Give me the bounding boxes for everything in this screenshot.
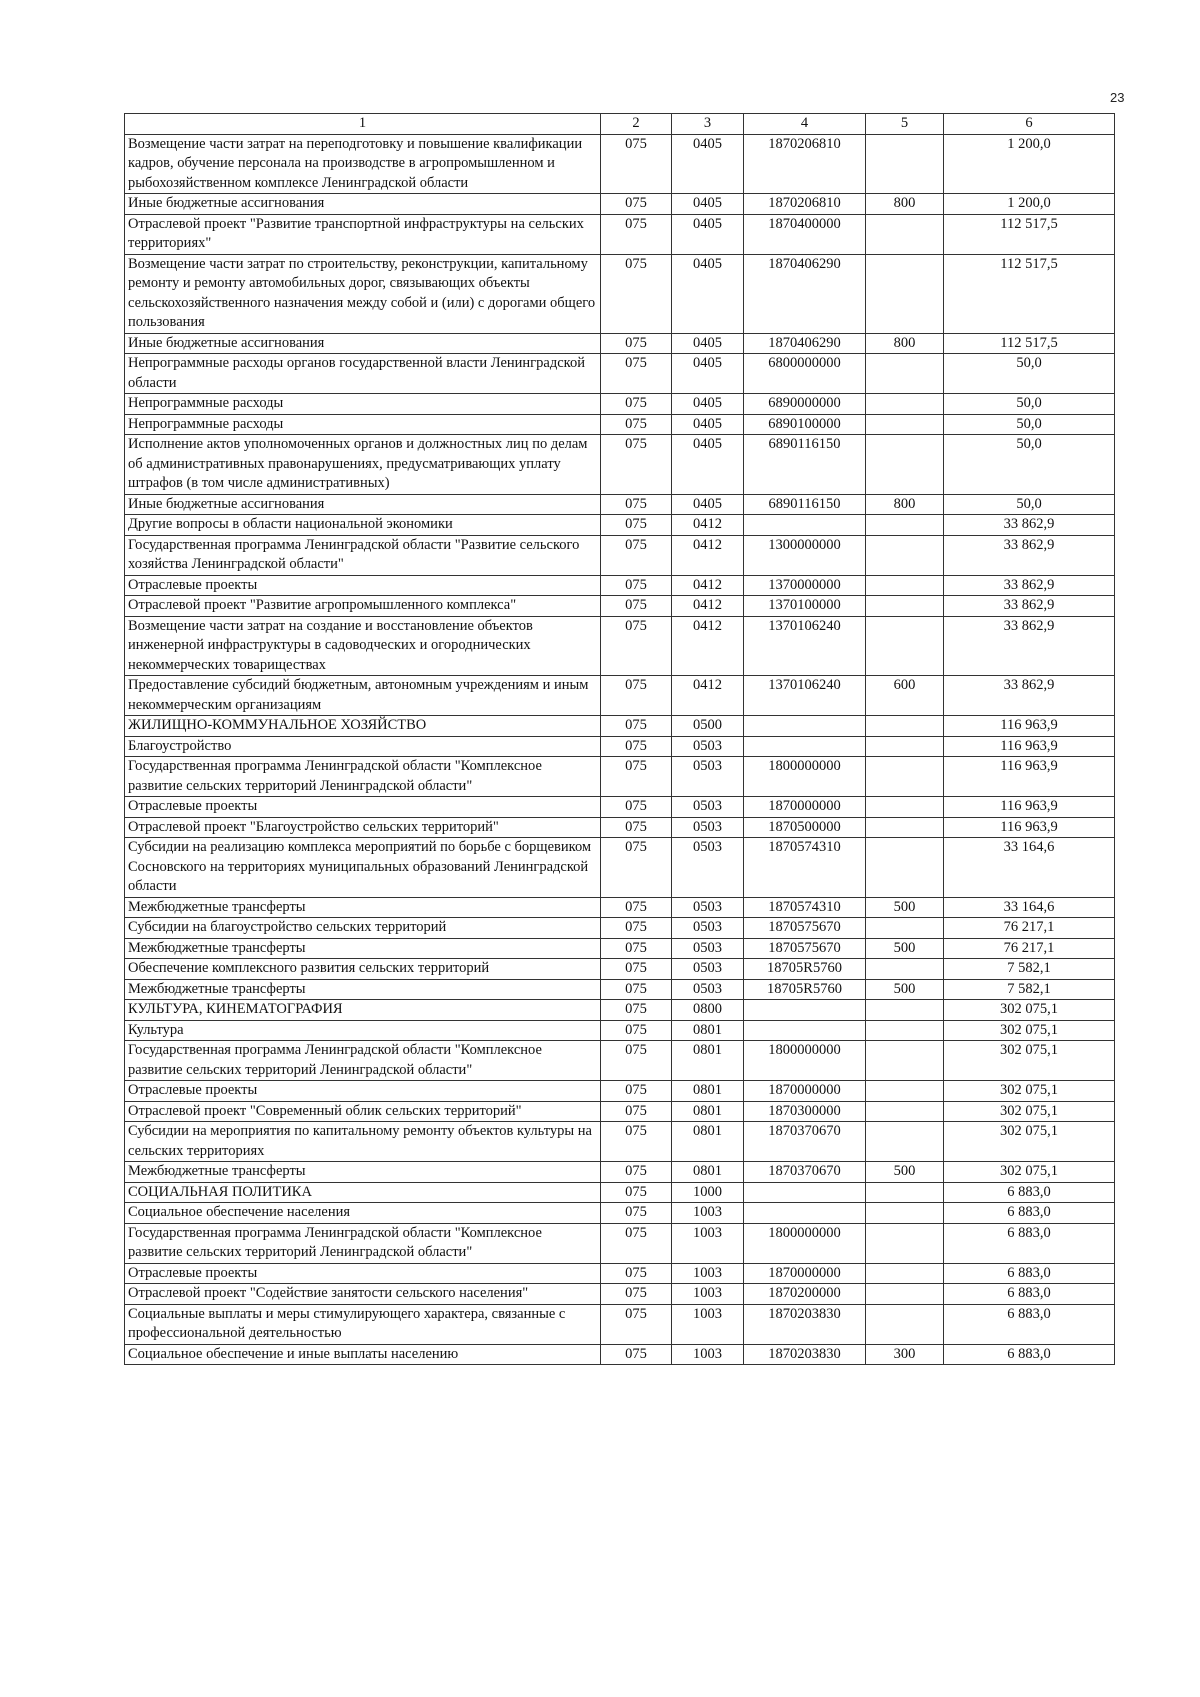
- row-amount: 6 883,0: [944, 1223, 1115, 1263]
- row-admin-code: 075: [601, 333, 672, 354]
- row-target-code: [744, 1000, 866, 1021]
- row-expense-type: 800: [866, 194, 944, 215]
- row-admin-code: 075: [601, 1162, 672, 1183]
- row-target-code: 1870370670: [744, 1122, 866, 1162]
- row-amount: 33 862,9: [944, 515, 1115, 536]
- row-target-code: 1870000000: [744, 1081, 866, 1102]
- row-section-code: 0405: [672, 214, 744, 254]
- table-row: [125, 1263, 1115, 1284]
- row-amount: 302 075,1: [944, 1020, 1115, 1041]
- table-row: [125, 333, 1115, 354]
- row-section-code: 0405: [672, 194, 744, 215]
- row-expense-type: 800: [866, 494, 944, 515]
- row-expense-type: [866, 1284, 944, 1305]
- header-col-2: 2: [601, 114, 672, 135]
- row-target-code: 1870574310: [744, 838, 866, 898]
- row-admin-code: 075: [601, 134, 672, 194]
- row-name: Отраслевой проект "Развитие агропромышленного комплекса": [125, 596, 601, 617]
- row-admin-code: 075: [601, 817, 672, 838]
- table-row: [125, 1101, 1115, 1122]
- row-section-code: 0503: [672, 838, 744, 898]
- row-expense-type: [866, 797, 944, 818]
- row-admin-code: 075: [601, 1284, 672, 1305]
- row-section-code: 0503: [672, 938, 744, 959]
- row-admin-code: 075: [601, 435, 672, 495]
- row-amount: 1 200,0: [944, 134, 1115, 194]
- row-target-code: 1870203830: [744, 1304, 866, 1344]
- row-name: Другие вопросы в области национальной экономики: [125, 515, 601, 536]
- row-section-code: 0503: [672, 959, 744, 980]
- row-expense-type: [866, 1081, 944, 1102]
- row-admin-code: 075: [601, 1101, 672, 1122]
- table-row: [125, 414, 1115, 435]
- row-target-code: 1370100000: [744, 596, 866, 617]
- header-col-4: 4: [744, 114, 866, 135]
- row-section-code: 0405: [672, 134, 744, 194]
- table-row: [125, 959, 1115, 980]
- row-name: Государственная программа Ленинградской области "Комплексное развитие сельских территорий Ленинградской области": [125, 1041, 601, 1081]
- row-name: Государственная программа Ленинградской области "Комплексное развитие сельских территорий Ленинградской области": [125, 1223, 601, 1263]
- row-target-code: 1870206810: [744, 194, 866, 215]
- row-expense-type: [866, 1304, 944, 1344]
- row-expense-type: [866, 716, 944, 737]
- row-section-code: 0405: [672, 354, 744, 394]
- row-expense-type: 500: [866, 938, 944, 959]
- row-amount: 116 963,9: [944, 797, 1115, 818]
- row-expense-type: [866, 535, 944, 575]
- row-admin-code: 075: [601, 575, 672, 596]
- row-expense-type: [866, 1000, 944, 1021]
- row-amount: 33 164,6: [944, 897, 1115, 918]
- row-admin-code: 075: [601, 616, 672, 676]
- row-section-code: 0801: [672, 1081, 744, 1102]
- row-name: Государственная программа Ленинградской области "Развитие сельского хозяйства Ленинградской области": [125, 535, 601, 575]
- row-name: Отраслевые проекты: [125, 575, 601, 596]
- row-amount: 6 883,0: [944, 1284, 1115, 1305]
- row-admin-code: 075: [601, 757, 672, 797]
- table-row: [125, 897, 1115, 918]
- row-target-code: 1870406290: [744, 254, 866, 333]
- table-row: [125, 354, 1115, 394]
- row-amount: 33 862,9: [944, 596, 1115, 617]
- table-row: [125, 394, 1115, 415]
- row-expense-type: 500: [866, 979, 944, 1000]
- row-section-code: 0412: [672, 676, 744, 716]
- row-target-code: 18705R5760: [744, 959, 866, 980]
- table-body: [125, 134, 1115, 1365]
- row-name: Отраслевые проекты: [125, 797, 601, 818]
- row-amount: 50,0: [944, 435, 1115, 495]
- table-row: [125, 1284, 1115, 1305]
- row-expense-type: [866, 515, 944, 536]
- table-row: [125, 596, 1115, 617]
- row-target-code: 1870206810: [744, 134, 866, 194]
- row-name: Межбюджетные трансферты: [125, 979, 601, 1000]
- row-admin-code: 075: [601, 838, 672, 898]
- row-section-code: 0503: [672, 897, 744, 918]
- table-row: [125, 515, 1115, 536]
- table-row: [125, 616, 1115, 676]
- row-amount: 76 217,1: [944, 918, 1115, 939]
- table-row: [125, 797, 1115, 818]
- row-section-code: 0503: [672, 817, 744, 838]
- row-admin-code: 075: [601, 1203, 672, 1224]
- row-target-code: 1370106240: [744, 676, 866, 716]
- table-row: [125, 1122, 1115, 1162]
- row-section-code: 0503: [672, 757, 744, 797]
- row-target-code: 1300000000: [744, 535, 866, 575]
- row-name: Иные бюджетные ассигнования: [125, 194, 601, 215]
- row-name: Отраслевой проект "Содействие занятости сельского населения": [125, 1284, 601, 1305]
- row-section-code: 0412: [672, 535, 744, 575]
- row-name: Субсидии на благоустройство сельских территорий: [125, 918, 601, 939]
- row-target-code: [744, 1182, 866, 1203]
- row-admin-code: 075: [601, 515, 672, 536]
- row-section-code: 1003: [672, 1304, 744, 1344]
- table-row: [125, 676, 1115, 716]
- row-target-code: 1870400000: [744, 214, 866, 254]
- row-name: Социальное обеспечение и иные выплаты населению: [125, 1344, 601, 1365]
- row-amount: 50,0: [944, 414, 1115, 435]
- budget-table: [124, 113, 1115, 1365]
- row-expense-type: [866, 1223, 944, 1263]
- table-header: [125, 114, 1115, 135]
- row-expense-type: [866, 1182, 944, 1203]
- row-target-code: 1870000000: [744, 797, 866, 818]
- row-section-code: 0500: [672, 716, 744, 737]
- row-name: Возмещение части затрат на создание и восстановление объектов инженерной инфраструктуры в садоводческих и огороднических некоммерческих товариществах: [125, 616, 601, 676]
- row-target-code: 6800000000: [744, 354, 866, 394]
- row-admin-code: 075: [601, 897, 672, 918]
- row-amount: 112 517,5: [944, 214, 1115, 254]
- row-target-code: [744, 1020, 866, 1041]
- row-amount: 7 582,1: [944, 979, 1115, 1000]
- table-row: [125, 838, 1115, 898]
- row-admin-code: 075: [601, 797, 672, 818]
- row-expense-type: 800: [866, 333, 944, 354]
- row-target-code: 1370106240: [744, 616, 866, 676]
- row-amount: 33 862,9: [944, 616, 1115, 676]
- header-col-3: 3: [672, 114, 744, 135]
- row-admin-code: 075: [601, 1081, 672, 1102]
- table-row: [125, 535, 1115, 575]
- table-row: [125, 918, 1115, 939]
- table-row: [125, 1041, 1115, 1081]
- row-target-code: [744, 736, 866, 757]
- row-section-code: 0503: [672, 797, 744, 818]
- row-section-code: 0800: [672, 1000, 744, 1021]
- row-section-code: 0412: [672, 596, 744, 617]
- table-row: [125, 214, 1115, 254]
- row-target-code: 1870500000: [744, 817, 866, 838]
- row-section-code: 0503: [672, 918, 744, 939]
- row-name: Социальное обеспечение населения: [125, 1203, 601, 1224]
- table-row: [125, 1081, 1115, 1102]
- row-amount: 116 963,9: [944, 736, 1115, 757]
- row-amount: 76 217,1: [944, 938, 1115, 959]
- row-name: Благоустройство: [125, 736, 601, 757]
- row-name: Обеспечение комплексного развития сельских территорий: [125, 959, 601, 980]
- row-expense-type: 300: [866, 1344, 944, 1365]
- table-row: [125, 1000, 1115, 1021]
- row-target-code: 1370000000: [744, 575, 866, 596]
- row-amount: 50,0: [944, 354, 1115, 394]
- row-amount: 6 883,0: [944, 1344, 1115, 1365]
- row-amount: 116 963,9: [944, 716, 1115, 737]
- row-expense-type: [866, 596, 944, 617]
- row-section-code: 0503: [672, 736, 744, 757]
- row-amount: 112 517,5: [944, 333, 1115, 354]
- row-admin-code: 075: [601, 194, 672, 215]
- row-name: Иные бюджетные ассигнования: [125, 494, 601, 515]
- row-section-code: 0405: [672, 494, 744, 515]
- row-section-code: 1003: [672, 1344, 744, 1365]
- table-row: [125, 1304, 1115, 1344]
- row-admin-code: 075: [601, 1122, 672, 1162]
- row-section-code: 1003: [672, 1223, 744, 1263]
- table-row: [125, 736, 1115, 757]
- row-target-code: 1800000000: [744, 757, 866, 797]
- row-section-code: 0412: [672, 575, 744, 596]
- row-section-code: 1003: [672, 1284, 744, 1305]
- row-name: Субсидии на мероприятия по капитальному ремонту объектов культуры на сельских территориях: [125, 1122, 601, 1162]
- row-admin-code: 075: [601, 1344, 672, 1365]
- row-amount: 116 963,9: [944, 757, 1115, 797]
- row-section-code: 1000: [672, 1182, 744, 1203]
- row-name: Субсидии на реализацию комплекса мероприятий по борьбе с борщевиком Сосновского на территориях муниципальных образований Ленинградской области: [125, 838, 601, 898]
- row-expense-type: [866, 435, 944, 495]
- row-name: Иные бюджетные ассигнования: [125, 333, 601, 354]
- row-target-code: 1870406290: [744, 333, 866, 354]
- row-expense-type: [866, 1203, 944, 1224]
- row-amount: 50,0: [944, 394, 1115, 415]
- row-name: Отраслевой проект "Благоустройство сельских территорий": [125, 817, 601, 838]
- row-target-code: 6890116150: [744, 435, 866, 495]
- table-row: [125, 254, 1115, 333]
- table-row: [125, 435, 1115, 495]
- row-amount: 112 517,5: [944, 254, 1115, 333]
- row-amount: 33 862,9: [944, 575, 1115, 596]
- row-admin-code: 075: [601, 354, 672, 394]
- row-amount: 302 075,1: [944, 1041, 1115, 1081]
- row-target-code: 1870300000: [744, 1101, 866, 1122]
- row-expense-type: [866, 736, 944, 757]
- row-expense-type: [866, 575, 944, 596]
- row-amount: 33 862,9: [944, 535, 1115, 575]
- row-admin-code: 075: [601, 918, 672, 939]
- row-expense-type: [866, 394, 944, 415]
- row-target-code: 1870575670: [744, 918, 866, 939]
- row-target-code: 1800000000: [744, 1223, 866, 1263]
- table-row: [125, 1182, 1115, 1203]
- row-name: Межбюджетные трансферты: [125, 1162, 601, 1183]
- row-amount: 7 582,1: [944, 959, 1115, 980]
- row-name: Отраслевой проект "Развитие транспортной инфраструктуры на сельских территориях": [125, 214, 601, 254]
- row-target-code: 1870200000: [744, 1284, 866, 1305]
- row-admin-code: 075: [601, 254, 672, 333]
- row-admin-code: 075: [601, 716, 672, 737]
- row-admin-code: 075: [601, 1000, 672, 1021]
- row-admin-code: 075: [601, 1020, 672, 1041]
- row-admin-code: 075: [601, 938, 672, 959]
- row-expense-type: [866, 1263, 944, 1284]
- row-name: Социальные выплаты и меры стимулирующего характера, связанные с профессиональной деятельностью: [125, 1304, 601, 1344]
- row-admin-code: 075: [601, 1182, 672, 1203]
- row-target-code: 1870574310: [744, 897, 866, 918]
- row-admin-code: 075: [601, 736, 672, 757]
- row-amount: 6 883,0: [944, 1304, 1115, 1344]
- row-name: Исполнение актов уполномоченных органов и должностных лиц по делам об административных правонарушениях, предусматривающих уплату штрафов (в том числе административных): [125, 435, 601, 495]
- row-admin-code: 075: [601, 214, 672, 254]
- row-expense-type: [866, 134, 944, 194]
- table-row: [125, 979, 1115, 1000]
- row-expense-type: [866, 959, 944, 980]
- row-name: Межбюджетные трансферты: [125, 938, 601, 959]
- row-section-code: 0412: [672, 616, 744, 676]
- row-section-code: 0412: [672, 515, 744, 536]
- row-name: Предоставление субсидий бюджетным, автономным учреждениям и иным некоммерческим организациям: [125, 676, 601, 716]
- header-col-1: 1: [125, 114, 601, 135]
- table-row: [125, 817, 1115, 838]
- table-row: [125, 1223, 1115, 1263]
- row-name: Государственная программа Ленинградской области "Комплексное развитие сельских территорий Ленинградской области": [125, 757, 601, 797]
- row-expense-type: [866, 1020, 944, 1041]
- row-target-code: 6890116150: [744, 494, 866, 515]
- row-expense-type: 500: [866, 1162, 944, 1183]
- header-col-5: 5: [866, 114, 944, 135]
- table-row: [125, 938, 1115, 959]
- row-target-code: 6890000000: [744, 394, 866, 415]
- table-row: [125, 1020, 1115, 1041]
- row-admin-code: 075: [601, 596, 672, 617]
- row-target-code: 1870000000: [744, 1263, 866, 1284]
- row-amount: 302 075,1: [944, 1101, 1115, 1122]
- row-target-code: 6890100000: [744, 414, 866, 435]
- row-expense-type: [866, 918, 944, 939]
- page-number: 23: [1110, 90, 1125, 105]
- row-admin-code: 075: [601, 394, 672, 415]
- table-row: [125, 1162, 1115, 1183]
- row-name: Непрограммные расходы: [125, 394, 601, 415]
- row-target-code: [744, 515, 866, 536]
- row-admin-code: 075: [601, 959, 672, 980]
- table-row: [125, 1203, 1115, 1224]
- row-expense-type: [866, 414, 944, 435]
- row-target-code: [744, 716, 866, 737]
- table-row: [125, 716, 1115, 737]
- row-name: ЖИЛИЩНО-КОММУНАЛЬНОЕ ХОЗЯЙСТВО: [125, 716, 601, 737]
- row-section-code: 0405: [672, 254, 744, 333]
- row-amount: 302 075,1: [944, 1000, 1115, 1021]
- row-name: Межбюджетные трансферты: [125, 897, 601, 918]
- table-row: [125, 134, 1115, 194]
- row-expense-type: [866, 214, 944, 254]
- row-expense-type: [866, 1122, 944, 1162]
- row-name: Непрограммные расходы: [125, 414, 601, 435]
- row-name: Непрограммные расходы органов государственной власти Ленинградской области: [125, 354, 601, 394]
- row-expense-type: 600: [866, 676, 944, 716]
- row-target-code: 18705R5760: [744, 979, 866, 1000]
- row-admin-code: 075: [601, 1223, 672, 1263]
- row-section-code: 0801: [672, 1101, 744, 1122]
- row-name: КУЛЬТУРА, КИНЕМАТОГРАФИЯ: [125, 1000, 601, 1021]
- row-expense-type: [866, 757, 944, 797]
- row-amount: 302 075,1: [944, 1081, 1115, 1102]
- row-admin-code: 075: [601, 676, 672, 716]
- table-row: [125, 1344, 1115, 1365]
- row-section-code: 0801: [672, 1020, 744, 1041]
- row-target-code: [744, 1203, 866, 1224]
- row-expense-type: [866, 1041, 944, 1081]
- row-section-code: 0405: [672, 394, 744, 415]
- row-amount: 33 164,6: [944, 838, 1115, 898]
- row-expense-type: [866, 1101, 944, 1122]
- row-target-code: 1870203830: [744, 1344, 866, 1365]
- row-section-code: 0503: [672, 979, 744, 1000]
- row-admin-code: 075: [601, 1041, 672, 1081]
- table-row: [125, 194, 1115, 215]
- table-row: [125, 575, 1115, 596]
- row-section-code: 1003: [672, 1203, 744, 1224]
- row-name: Культура: [125, 1020, 601, 1041]
- row-amount: 50,0: [944, 494, 1115, 515]
- row-name: Возмещение части затрат на переподготовку и повышение квалификации кадров, обучение персонала на производстве в агропромышленном и рыбохозяйственном комплексе Ленинградской области: [125, 134, 601, 194]
- row-admin-code: 075: [601, 535, 672, 575]
- row-section-code: 0405: [672, 333, 744, 354]
- row-name: Отраслевой проект "Современный облик сельских территорий": [125, 1101, 601, 1122]
- row-expense-type: [866, 616, 944, 676]
- row-target-code: 1800000000: [744, 1041, 866, 1081]
- row-expense-type: [866, 354, 944, 394]
- row-name: СОЦИАЛЬНАЯ ПОЛИТИКА: [125, 1182, 601, 1203]
- row-amount: 33 862,9: [944, 676, 1115, 716]
- row-target-code: 1870370670: [744, 1162, 866, 1183]
- table-row: [125, 494, 1115, 515]
- row-name: Отраслевые проекты: [125, 1263, 601, 1284]
- row-section-code: 0801: [672, 1162, 744, 1183]
- row-admin-code: 075: [601, 979, 672, 1000]
- row-amount: 116 963,9: [944, 817, 1115, 838]
- row-amount: 302 075,1: [944, 1122, 1115, 1162]
- row-amount: 6 883,0: [944, 1182, 1115, 1203]
- row-amount: 302 075,1: [944, 1162, 1115, 1183]
- row-section-code: 1003: [672, 1263, 744, 1284]
- row-expense-type: 500: [866, 897, 944, 918]
- header-row: [125, 114, 1115, 135]
- row-expense-type: [866, 817, 944, 838]
- row-expense-type: [866, 838, 944, 898]
- row-amount: 1 200,0: [944, 194, 1115, 215]
- row-amount: 6 883,0: [944, 1263, 1115, 1284]
- table-row: [125, 757, 1115, 797]
- header-col-6: 6: [944, 114, 1115, 135]
- row-section-code: 0405: [672, 414, 744, 435]
- row-admin-code: 075: [601, 1304, 672, 1344]
- row-admin-code: 075: [601, 1263, 672, 1284]
- row-name: Отраслевые проекты: [125, 1081, 601, 1102]
- row-expense-type: [866, 254, 944, 333]
- row-admin-code: 075: [601, 494, 672, 515]
- row-name: Возмещение части затрат по строительству, реконструкции, капитальному ремонту и ремонту автомобильных дорог, связывающих объекты сельскохозяйственного назначения между собой и (или) с дорогами общего пользования: [125, 254, 601, 333]
- row-target-code: 1870575670: [744, 938, 866, 959]
- row-section-code: 0801: [672, 1122, 744, 1162]
- row-admin-code: 075: [601, 414, 672, 435]
- row-amount: 6 883,0: [944, 1203, 1115, 1224]
- row-section-code: 0405: [672, 435, 744, 495]
- row-section-code: 0801: [672, 1041, 744, 1081]
